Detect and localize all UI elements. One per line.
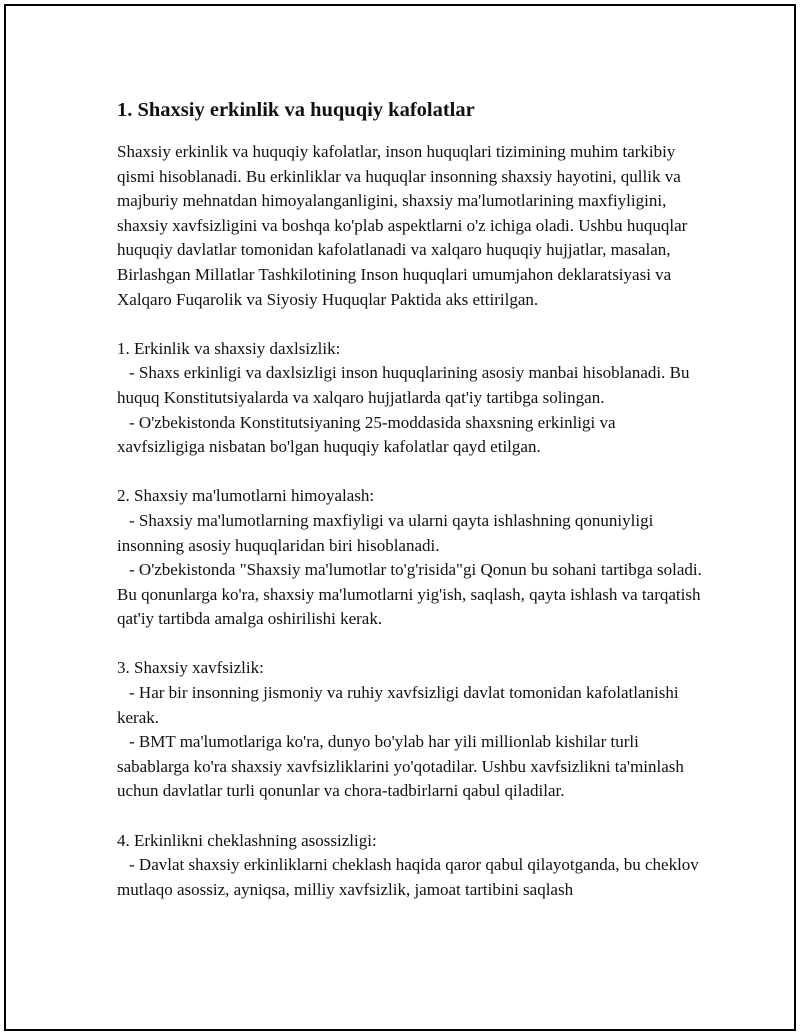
document-body bbox=[117, 94, 707, 902]
section-bullet: - O'zbekistonda "Shaxsiy ma'lumotlar to'g'risida"gi Qonun bu sohani tartibga soladi. Bu qonunlarga ko'ra, shaxsiy ma'lumotlarni yig'ish, saqlash, qayta ishlash va tarqatish qat'iy tartibda amalga oshirilishi kerak. bbox=[117, 560, 702, 629]
section-bullet: - O'zbekistonda Konstitutsiyaning 25-moddasida shaxsning erkinligi va xavfsizligiga nisbatan bo'lgan huquqiy kafolatlar qayd etilgan. bbox=[117, 412, 616, 457]
section-heading: 2. Shaxsiy ma'lumotlarni himoyalash: bbox=[117, 486, 375, 506]
section-heading: 4. Erkinlikni cheklashning asossizligi: bbox=[117, 830, 377, 850]
document-page bbox=[4, 4, 796, 1031]
intro-paragraph: Shaxsiy erkinlik va huquqiy kafolatlar, inson huquqlari tizimining muhim tarkibiy qismi hisoblanadi. Bu erkinliklar va huquqlar insonning shaxsiy hayotini, qullik va majburiy mehnatdan himoyalanganligini, shaxsiy ma'lumotlarining maxfiyligini, shaxsiy xavfsizligini va boshqa ko'plab aspektlarni o'z ichiga oladi. Ushbu huquqlar huquqiy davlatlar tomonidan kafolatlanadi va xalqaro huquqiy hujjatlar, masalan, Birlashgan Millatlar Tashkilotining Inson huquqlari umumjahon deklaratsiyasi va Xalqaro Fuqarolik va Siyosiy Huquqlar Paktida aks ettirilgan. bbox=[117, 142, 688, 309]
section-bullet: - Shaxs erkinligi va daxlsizligi inson huquqlarining asosiy manbai hisoblanadi. Bu huquq Konstitutsiyalarda va xalqaro hujjatlarda qat'iy tartibga solingan. bbox=[117, 363, 690, 407]
paragraph-gap bbox=[117, 460, 707, 485]
section-bullet: - Davlat shaxsiy erkinliklarni cheklash haqida qaror qabul qilayotganda, bu cheklov mutlaqo asossiz, ayniqsa, milliy xavfsizlik, jamoat tartibini saqlash bbox=[117, 855, 699, 899]
section-bullet: - Shaxsiy ma'lumotlarning maxfiyligi va ularni qayta ishlashning qonuniyligi insonning asosiy huquqlaridan biri hisoblanadi. bbox=[117, 510, 654, 555]
paragraph-gap bbox=[117, 632, 707, 657]
section-3 bbox=[117, 656, 707, 804]
section-4 bbox=[117, 829, 707, 903]
section-heading: 3. Shaxsiy xavfsizlik: bbox=[117, 658, 264, 678]
section-bullet: - BMT ma'lumotlariga ko'ra, dunyo bo'ylab har yili millionlab kishilar turli sabablarga ko'ra shaxsiy xavfsizliklarini yo'qotadilar. Ushbu xavfsizlikni ta'minlash uchun davlatlar turli qonunlar va chora-tadbirlarni qabul qiladilar. bbox=[117, 732, 684, 801]
paragraph-gap bbox=[117, 804, 707, 829]
section-bullet: - Har bir insonning jismoniy va ruhiy xavfsizligi davlat tomonidan kafolatlanishi kerak. bbox=[117, 683, 679, 727]
paragraph-gap bbox=[117, 312, 707, 337]
section-2 bbox=[117, 484, 707, 632]
section-heading: 1. Erkinlik va shaxsiy daxlsizlik: bbox=[117, 338, 341, 358]
page-title: 1. Shaxsiy erkinlik va huquqiy kafolatlar bbox=[117, 99, 475, 121]
section-1 bbox=[117, 337, 707, 460]
